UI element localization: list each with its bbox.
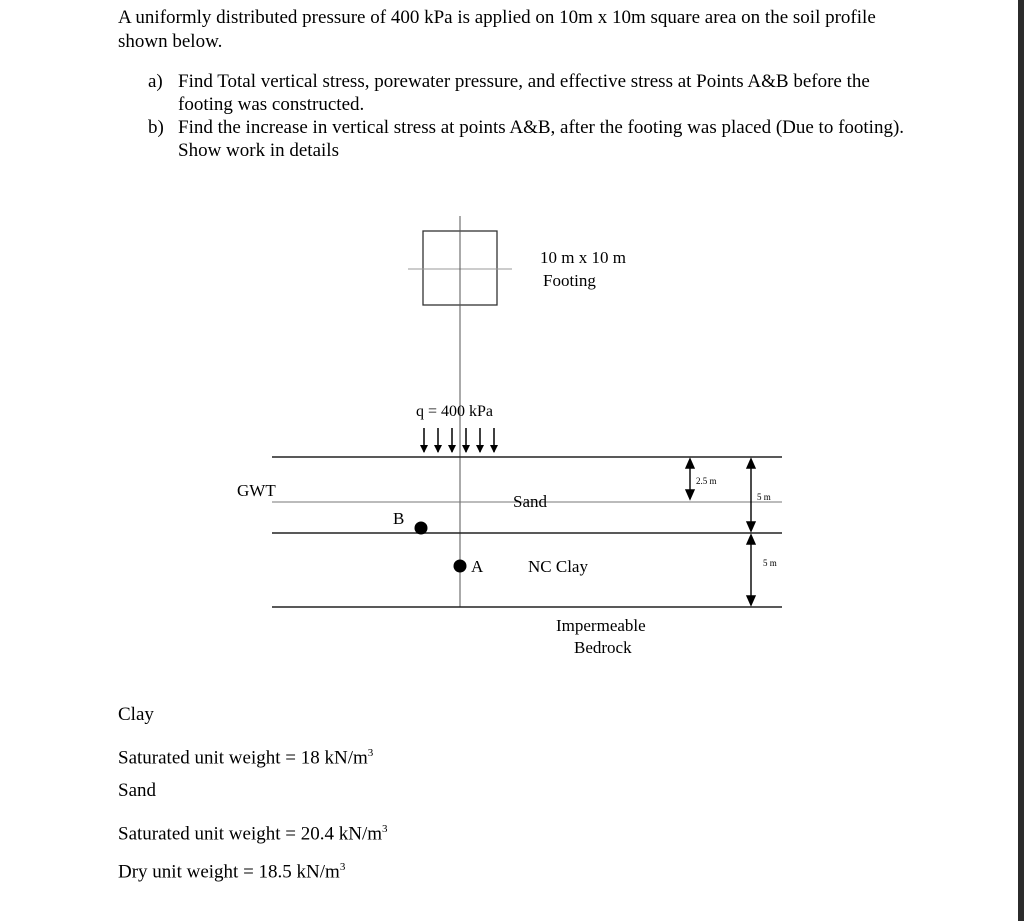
clay-heading: Clay xyxy=(118,704,154,725)
gwt-label: GWT xyxy=(237,481,276,500)
sand-heading: Sand xyxy=(118,780,156,801)
question-a-text: Find Total vertical stress, porewater pressure, and effective stress at Points A&B before the footing was constructed. xyxy=(178,71,870,115)
sand-label: Sand xyxy=(513,492,547,511)
clay-saturated-unit-weight: Saturated unit weight = 18 $kN/m^3$ xyxy=(118,747,374,769)
dimension-clay-label: 5 m xyxy=(763,558,777,568)
footing-label: Footing xyxy=(543,271,596,290)
sand-dry-unit-weight: Dry unit weight = 18.5 $kN/m^3$ xyxy=(118,861,346,883)
question-a-label: a) xyxy=(148,71,163,92)
footing-size-label: 10 m x 10 m xyxy=(540,248,626,267)
dimension-clay-thickness xyxy=(747,535,755,605)
question-b-label: b) xyxy=(148,117,164,138)
point-a-marker xyxy=(454,560,467,573)
dimension-gwt-label: 2.5 m xyxy=(696,476,717,486)
sand-saturated-unit-weight: Saturated unit weight = 20.4 $kN/m^3$ xyxy=(118,823,388,845)
dimension-sand-thickness xyxy=(747,459,755,531)
problem-intro: A uniformly distributed pressure of 400 kPa is applied on 10m x 10m square area on the soil profile shown below. xyxy=(118,7,876,52)
point-b-label: B xyxy=(393,509,405,528)
clay-label: NC Clay xyxy=(528,557,588,576)
dimension-gwt-depth xyxy=(686,459,694,499)
bedrock-label-line1: Impermeable xyxy=(556,616,646,635)
load-arrows xyxy=(424,428,494,452)
question-b-text: Find the increase in vertical stress at points A&B, after the footing was placed (Due to footing). Show work in details xyxy=(178,117,905,161)
bedrock-label-line2: Bedrock xyxy=(574,638,632,657)
point-b-marker xyxy=(415,522,428,535)
point-a-label: A xyxy=(471,557,484,576)
dimension-sand-label: 5 m xyxy=(757,492,771,502)
load-label: q = 400 kPa xyxy=(416,403,494,420)
